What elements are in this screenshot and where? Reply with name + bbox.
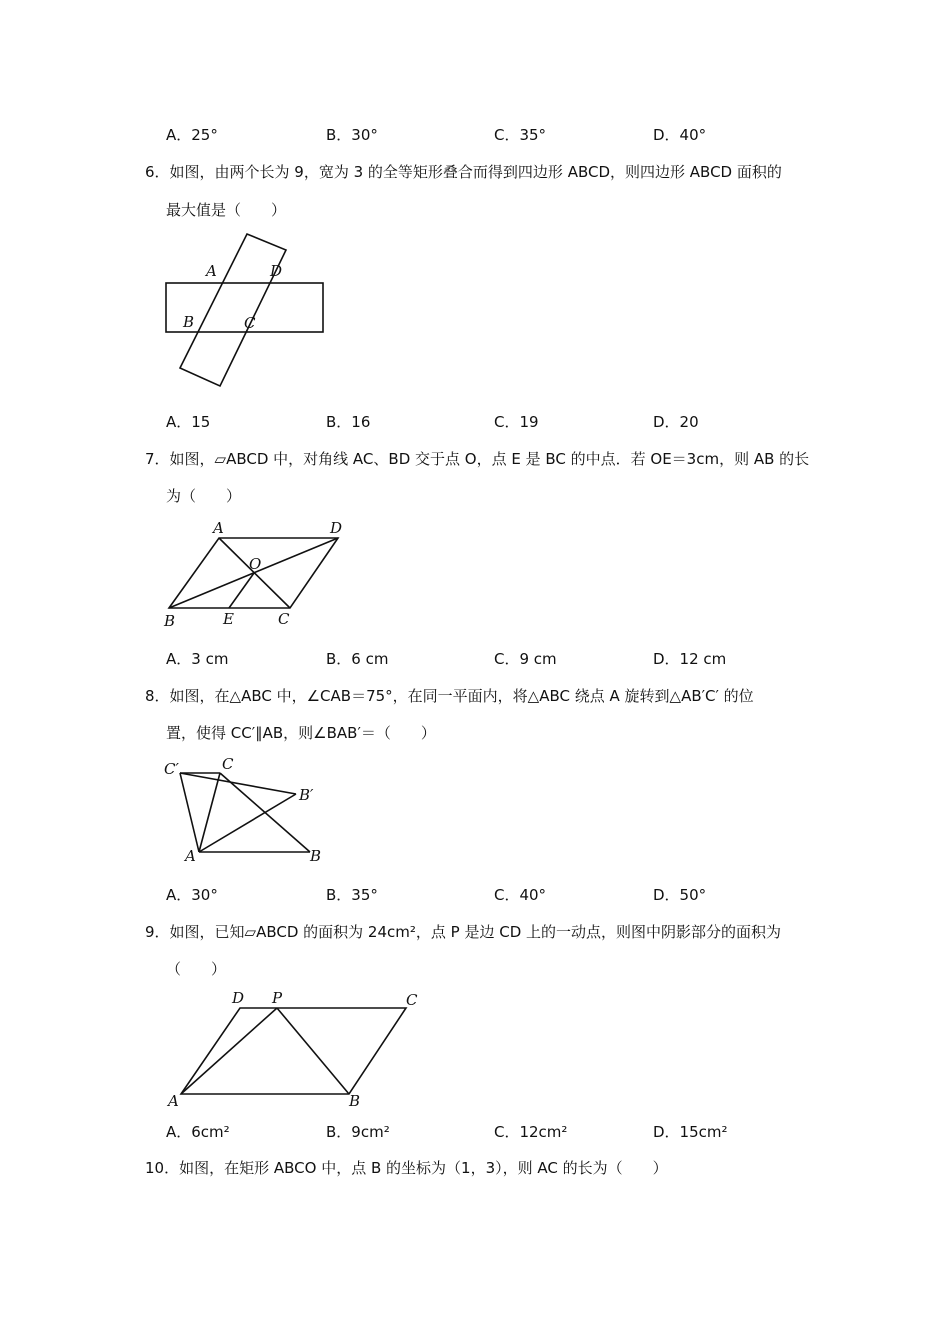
q8-segment-c-prime-b-prime [180, 773, 296, 794]
q7-option-d[interactable]: D．12 cm [653, 650, 727, 668]
q9-label-p: P [272, 989, 283, 1007]
q6-option-d[interactable]: D．20 [653, 413, 699, 431]
q8-label-b-prime: B′ [299, 786, 314, 804]
q6-label-c: C [244, 314, 256, 332]
q7-label-c: C [278, 610, 290, 628]
q6-label-b: B [183, 313, 195, 331]
q6-option-b[interactable]: B．16 [326, 413, 371, 431]
q7-option-b[interactable]: B．6 cm [326, 650, 389, 668]
q5-option-c[interactable]: C．35° [494, 126, 547, 144]
q10-stem-line1: 10．如图，在矩形 ABCO 中，点 B 的坐标为（1，3），则 AC 的长为（ ） [145, 1159, 668, 1177]
q7-option-c[interactable]: C．9 cm [494, 650, 557, 668]
q8-stem-line1: 8．如图，在△ABC 中，∠CAB＝75°，在同一平面内，将△ABC 绕点 A 旋转到△AB′C′ 的位 [145, 687, 754, 705]
q6-stem-line2: 最大值是（ ） [166, 201, 287, 219]
q5-option-a[interactable]: A．25° [166, 126, 218, 144]
q6-option-c[interactable]: C．19 [494, 413, 539, 431]
q6-figure [160, 228, 335, 393]
q8-segment-ab-prime [199, 794, 296, 852]
q9-parallelogram [181, 1008, 406, 1094]
q8-label-c: C [222, 755, 234, 773]
q7-option-a[interactable]: A．3 cm [166, 650, 229, 668]
q6-label-d: D [270, 262, 283, 280]
q6-label-a: A [206, 262, 217, 280]
q7-stem-line2: 为（ ） [166, 487, 242, 505]
q8-segment-ac [199, 773, 220, 852]
q9-label-c: C [406, 991, 418, 1009]
q8-option-d[interactable]: D．50° [653, 886, 707, 904]
q7-label-b: B [164, 612, 176, 630]
q9-option-a[interactable]: A．6cm² [166, 1123, 230, 1141]
q9-label-b: B [349, 1092, 361, 1110]
q9-option-d[interactable]: D．15cm² [653, 1123, 728, 1141]
q9-figure [160, 988, 430, 1113]
q9-stem-line2: （ ） [166, 960, 227, 978]
q7-label-d: D [330, 519, 343, 537]
q7-label-o: O [249, 555, 262, 573]
q9-segment-pb [277, 1008, 349, 1094]
q8-option-b[interactable]: B．35° [326, 886, 378, 904]
q8-stem-line2: 置，使得 CC′∥AB，则∠BAB′＝（ ） [166, 724, 436, 742]
q7-stem-line1: 7．如图，▱ABCD 中，对角线 AC、BD 交于点 O，点 E 是 BC 的中点．若 OE＝3cm，则 AB 的长 [145, 450, 810, 468]
q7-figure [160, 518, 360, 633]
q8-option-c[interactable]: C．40° [494, 886, 547, 904]
q7-label-e: E [223, 610, 234, 628]
q9-segment-ap [181, 1008, 277, 1094]
q9-option-c[interactable]: C．12cm² [494, 1123, 568, 1141]
q8-option-a[interactable]: A．30° [166, 886, 218, 904]
q9-label-a: A [168, 1092, 179, 1110]
q8-figure [160, 754, 335, 869]
q5-option-b[interactable]: B．30° [326, 126, 378, 144]
q7-label-a: A [213, 519, 224, 537]
q8-label-a: A [185, 847, 196, 865]
q8-label-b: B [310, 847, 322, 865]
q5-option-d[interactable]: D．40° [653, 126, 707, 144]
q9-label-d: D [232, 989, 245, 1007]
q8-label-c-prime: C′ [164, 760, 179, 778]
q6-tilted-rectangle [180, 234, 286, 386]
q8-segment-ac-prime [180, 773, 199, 852]
q9-stem-line1: 9．如图，已知▱ABCD 的面积为 24cm²，点 P 是边 CD 上的一动点，则图中阴影部分的面积为 [145, 923, 782, 941]
q6-option-a[interactable]: A．15 [166, 413, 211, 431]
q9-option-b[interactable]: B．9cm² [326, 1123, 390, 1141]
q6-stem-line1: 6．如图，由两个长为 9，宽为 3 的全等矩形叠合而得到四边形 ABCD，则四边形 ABCD 面积的 [145, 163, 782, 181]
